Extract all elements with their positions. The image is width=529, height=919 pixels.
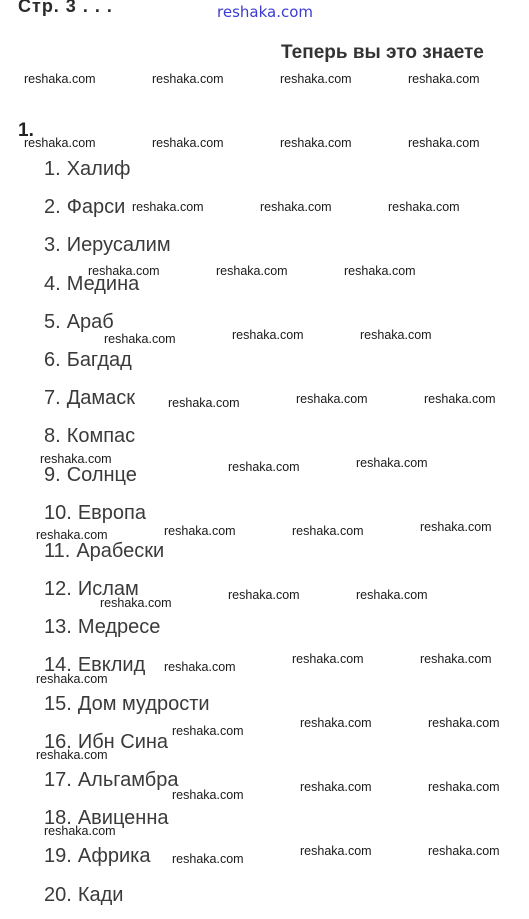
- item-text: Ибн Сина: [77, 730, 169, 753]
- watermark-text: reshaka.com: [360, 328, 432, 342]
- item-number: 3.: [44, 234, 61, 257]
- section-title: Теперь вы это знаете: [281, 42, 484, 63]
- watermark-text: reshaka.com: [172, 724, 244, 738]
- item-number: 6.: [44, 348, 61, 371]
- list-item: [44, 690, 210, 728]
- item-number: 1.: [44, 158, 61, 180]
- item-number: 20.: [44, 883, 72, 906]
- item-text: Кади: [77, 883, 124, 906]
- watermark-text: reshaka.com: [420, 652, 492, 666]
- list-item: [44, 499, 210, 537]
- list-item: [44, 231, 210, 269]
- list-item: [44, 804, 210, 842]
- watermark-text: reshaka.com: [152, 136, 224, 150]
- item-text: Арабески: [76, 539, 165, 562]
- list-item: [44, 651, 210, 689]
- watermark-text: reshaka.com: [296, 392, 368, 406]
- item-text: Европа: [77, 501, 146, 524]
- list-item: [44, 537, 210, 575]
- watermark-text: reshaka.com: [44, 824, 116, 838]
- watermark-text: reshaka.com: [24, 136, 96, 150]
- item-number: 10.: [44, 501, 72, 524]
- watermark-text: reshaka.com: [152, 72, 224, 86]
- list-item: [44, 575, 210, 613]
- list-item: [44, 613, 210, 651]
- watermark-text: reshaka.com: [280, 72, 352, 86]
- list-item: [44, 384, 210, 422]
- watermark-text: reshaka.com: [292, 652, 364, 666]
- list-item: [44, 308, 210, 346]
- item-number: 11.: [44, 539, 71, 562]
- list-item: [44, 193, 210, 231]
- item-number: 9.: [44, 463, 61, 486]
- watermark-text: reshaka.com: [428, 844, 500, 858]
- page-header-cut: Стр. 3 . . .: [18, 0, 113, 16]
- watermark-text: reshaka.com: [344, 264, 416, 278]
- watermark-text: reshaka.com: [172, 852, 244, 866]
- list-item: [44, 766, 210, 804]
- item-text: Медина: [66, 272, 140, 295]
- item-text: Компас: [66, 425, 136, 448]
- item-number: 8.: [44, 425, 61, 448]
- list-item: [44, 346, 210, 384]
- task-number: 1.: [18, 120, 34, 141]
- watermark-text: reshaka.com: [292, 524, 364, 538]
- watermark-text: reshaka.com: [424, 392, 496, 406]
- watermark-text: reshaka.com: [280, 136, 352, 150]
- item-text: Дом мудрости: [77, 692, 210, 715]
- item-number: 16.: [44, 730, 72, 753]
- watermark-text: reshaka.com: [300, 780, 372, 794]
- item-text: Ислам: [77, 578, 139, 601]
- item-number: 4.: [44, 272, 61, 295]
- watermark-text: reshaka.com: [172, 788, 244, 802]
- watermark-text: reshaka.com: [428, 780, 500, 794]
- item-text: Дамаск: [66, 387, 135, 410]
- watermark-text: reshaka.com: [356, 456, 428, 470]
- item-number: 13.: [44, 616, 72, 639]
- watermark-text: reshaka.com: [132, 200, 204, 214]
- list-item: [44, 728, 210, 766]
- watermark-text: reshaka.com: [300, 844, 372, 858]
- item-number: 12.: [44, 578, 72, 601]
- watermark-text: reshaka.com: [88, 264, 160, 278]
- item-number: 14.: [44, 654, 72, 677]
- watermark-text: reshaka.com: [388, 200, 460, 214]
- item-text: Халиф: [66, 158, 131, 180]
- list-item: [44, 881, 210, 919]
- watermark-text: reshaka.com: [356, 588, 428, 602]
- list-item: [44, 270, 210, 308]
- item-text: Араб: [66, 310, 114, 333]
- watermark-text: reshaka.com: [232, 328, 304, 342]
- answer-list: [44, 155, 210, 919]
- watermark-text: reshaka.com: [168, 396, 240, 410]
- watermark-text: reshaka.com: [36, 748, 108, 762]
- item-text: Иерусалим: [66, 234, 171, 257]
- watermark-text: reshaka.com: [300, 716, 372, 730]
- item-text: Медресе: [77, 616, 161, 639]
- watermark-text: reshaka.com: [24, 72, 96, 86]
- item-number: 7.: [44, 387, 61, 410]
- watermark-text: reshaka.com: [216, 264, 288, 278]
- watermark-text: reshaka.com: [164, 660, 236, 674]
- watermark-text: reshaka.com: [408, 72, 480, 86]
- item-text: Фарси: [66, 196, 126, 219]
- watermark-text: reshaka.com: [104, 332, 176, 346]
- watermark-text: reshaka.com: [228, 588, 300, 602]
- list-item: [44, 422, 210, 460]
- item-number: 18.: [44, 807, 72, 830]
- item-text: Солнце: [66, 463, 137, 486]
- watermark-text: reshaka.com: [420, 520, 492, 534]
- watermark-text: reshaka.com: [36, 672, 108, 686]
- site-logo: reshaka.com: [217, 3, 313, 21]
- list-item: [44, 842, 210, 880]
- watermark-text: reshaka.com: [408, 136, 480, 150]
- item-number: 17.: [44, 769, 72, 791]
- item-number: 5.: [44, 310, 61, 333]
- list-item: [44, 461, 210, 499]
- watermark-text: reshaka.com: [228, 460, 300, 474]
- item-text: Багдад: [66, 348, 132, 371]
- watermark-text: reshaka.com: [164, 524, 236, 538]
- watermark-text: reshaka.com: [40, 452, 112, 466]
- item-text: Африка: [77, 845, 151, 868]
- item-text: Альгамбра: [77, 769, 179, 791]
- watermark-text: reshaka.com: [260, 200, 332, 214]
- item-text: Авиценна: [77, 807, 169, 830]
- watermark-text: reshaka.com: [36, 528, 108, 542]
- item-number: 19.: [44, 845, 72, 868]
- item-number: 2.: [44, 196, 61, 219]
- watermark-text: reshaka.com: [100, 596, 172, 610]
- list-item: [44, 155, 210, 193]
- item-number: 15.: [44, 692, 72, 715]
- watermark-text: reshaka.com: [428, 716, 500, 730]
- item-text: Евклид: [77, 654, 146, 677]
